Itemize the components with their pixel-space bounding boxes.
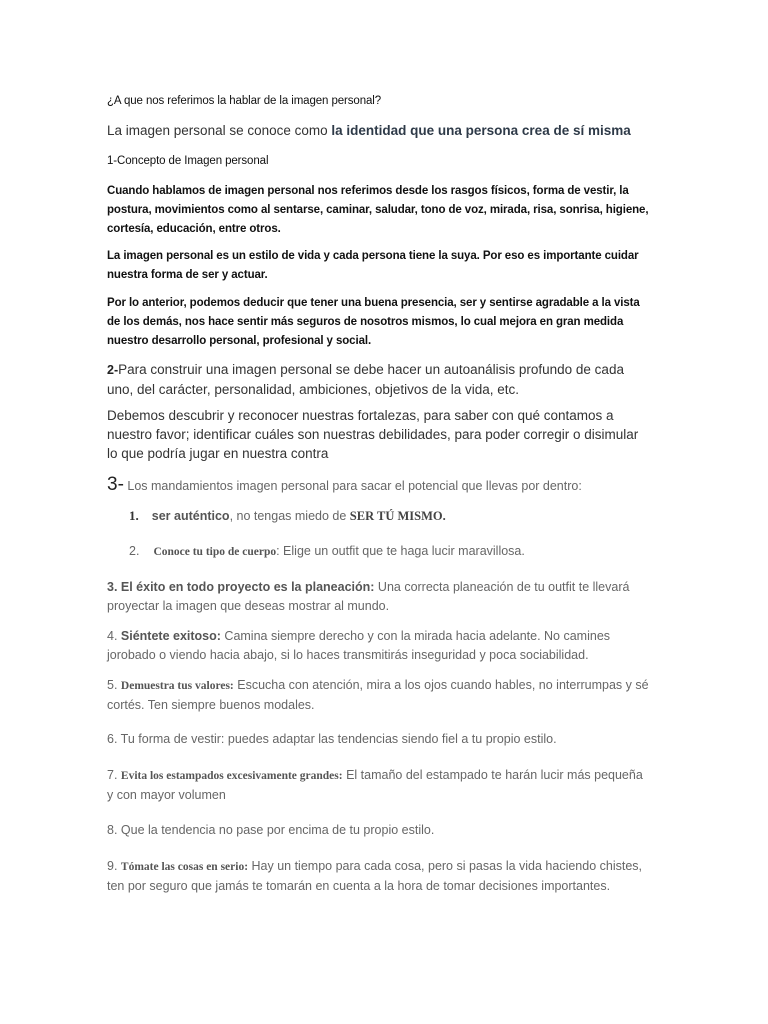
list-item-9-text: Hay un tiempo para cada cosa, pero si pasas la vida haciendo chistes, ten por seguro que jamás te tomarán en cuenta a la hora de tomar decisiones importantes. <box>107 859 643 893</box>
list-item-4-text: Camina siempre derecho y con la mirada hacia adelante. No camines jorobado o viendo hacia abajo, si lo haces transmitirás inseguridad y poca sociabilidad. <box>107 629 611 662</box>
list-item-5-bold: Demuestra tus valores: <box>120 680 234 692</box>
list-item-1 <box>129 506 649 526</box>
list-item-3-bold: 3. El éxito en todo proyecto es la planeación: <box>107 580 375 594</box>
list-item-8 <box>107 821 652 840</box>
section2-text: Para construir una imagen personal se debe hacer un autoanálisis profundo de cada uno, del carácter, personalidad, ambiciones, objetivos de la vida, etc. <box>107 362 624 397</box>
list-item-1-bold2: SER TÚ MISMO. <box>349 509 446 523</box>
list-item-5-text: Escucha con atención, mira a los ojos cuando hables, no interrumpas y sé cortés. Ten siempre buenos modales. <box>107 678 649 712</box>
list-item-8-text: 8. Que la tendencia no pase por encima de tu propio estilo. <box>107 823 435 837</box>
section3-paragraph <box>107 475 652 496</box>
list-item-3-text: Una correcta planeación de tu outfit te llevará proyectar la imagen que deseas mostrar al mundo. <box>107 580 630 613</box>
paragraph-1-text: Cuando hablamos de imagen personal nos referimos desde los rasgos físicos, forma de vestir, la postura, movimientos como al sentarse, caminar, saludar, tono de voz, mirada, risa, sonrisa, higiene, cortesía, educación, entre otros. <box>107 185 649 235</box>
list-item-4 <box>107 627 652 665</box>
list-item-1-bold: ser auténtico <box>151 509 230 523</box>
list-item-6-text: 6. Tu forma de vestir: puedes adaptar las tendencias siendo fiel a tu propio estilo. <box>107 732 557 746</box>
list-item-1-text: , no tengas miedo de <box>229 509 350 523</box>
section2-paragraph <box>107 360 652 399</box>
intro-paragraph <box>107 121 652 140</box>
section1-title-text: 1-Concepto de Imagen personal <box>107 155 269 167</box>
paragraph-3 <box>107 294 652 351</box>
list-item-2-text: : Elige un outfit que te haga lucir maravillosa. <box>276 544 525 558</box>
section3-number: 3- <box>107 474 124 495</box>
paragraph-2 <box>107 247 652 285</box>
paragraph-2-text: La imagen personal es un estilo de vida y cada persona tiene la suya. Por eso es importante cuidar nuestra forma de ser y actuar. <box>107 250 639 281</box>
list-item-7-bold: Evita los estampados excesivamente grandes: <box>120 770 343 782</box>
list-item-7 <box>107 766 652 805</box>
paragraph-1 <box>107 182 652 239</box>
heading-question-text: ¿A que nos referimos la hablar de la imagen personal? <box>107 95 382 107</box>
list-item-2-bold: Conoce tu tipo de cuerpo <box>153 546 277 558</box>
list-item-9-bold: Tómate las cosas en serio: <box>120 861 249 873</box>
list-item-2 <box>129 542 649 562</box>
list-item-3 <box>107 578 652 616</box>
list-item-6 <box>107 730 652 749</box>
paragraph-4 <box>107 406 652 463</box>
paragraph-4-text: Debemos descubrir y reconocer nuestras fortalezas, para saber con qué contamos a nuestro favor; identificar cuáles son nuestras debilidades, para poder corregir o disimular lo que podría jugar en nuestra contra <box>107 408 639 461</box>
list-item-5-number: 5. <box>107 678 121 692</box>
list-item-9 <box>107 857 652 896</box>
section2-number: 2- <box>107 363 119 377</box>
list-item-2-number: 2. <box>129 544 140 558</box>
intro-lead: La imagen personal se conoce como <box>107 123 332 138</box>
paragraph-3-text: Por lo anterior, podemos deducir que tener una buena presencia, ser y sentirse agradable a la vista de los demás, nos hace sentir más seguros de nosotros mismos, lo cual mejora en gran medida nuestro desarrollo personal, profesional y social. <box>107 297 640 347</box>
list-item-4-bold: Siéntete exitoso: <box>120 629 221 643</box>
list-item-5 <box>107 676 652 715</box>
list-item-9-number: 9. <box>107 859 121 873</box>
list-item-4-number: 4. <box>107 629 121 643</box>
list-item-1-number: 1. <box>129 508 139 523</box>
heading-question <box>107 92 652 111</box>
section1-title <box>107 152 652 171</box>
list-item-7-number: 7. <box>107 768 121 782</box>
intro-strong: la identidad que una persona crea de sí misma <box>331 123 631 138</box>
list-item-7-text: El tamaño del estampado te harán lucir más pequeña y con mayor volumen <box>107 768 643 802</box>
section3-text: Los mandamientos imagen personal para sacar el potencial que llevas por dentro: <box>123 479 582 493</box>
